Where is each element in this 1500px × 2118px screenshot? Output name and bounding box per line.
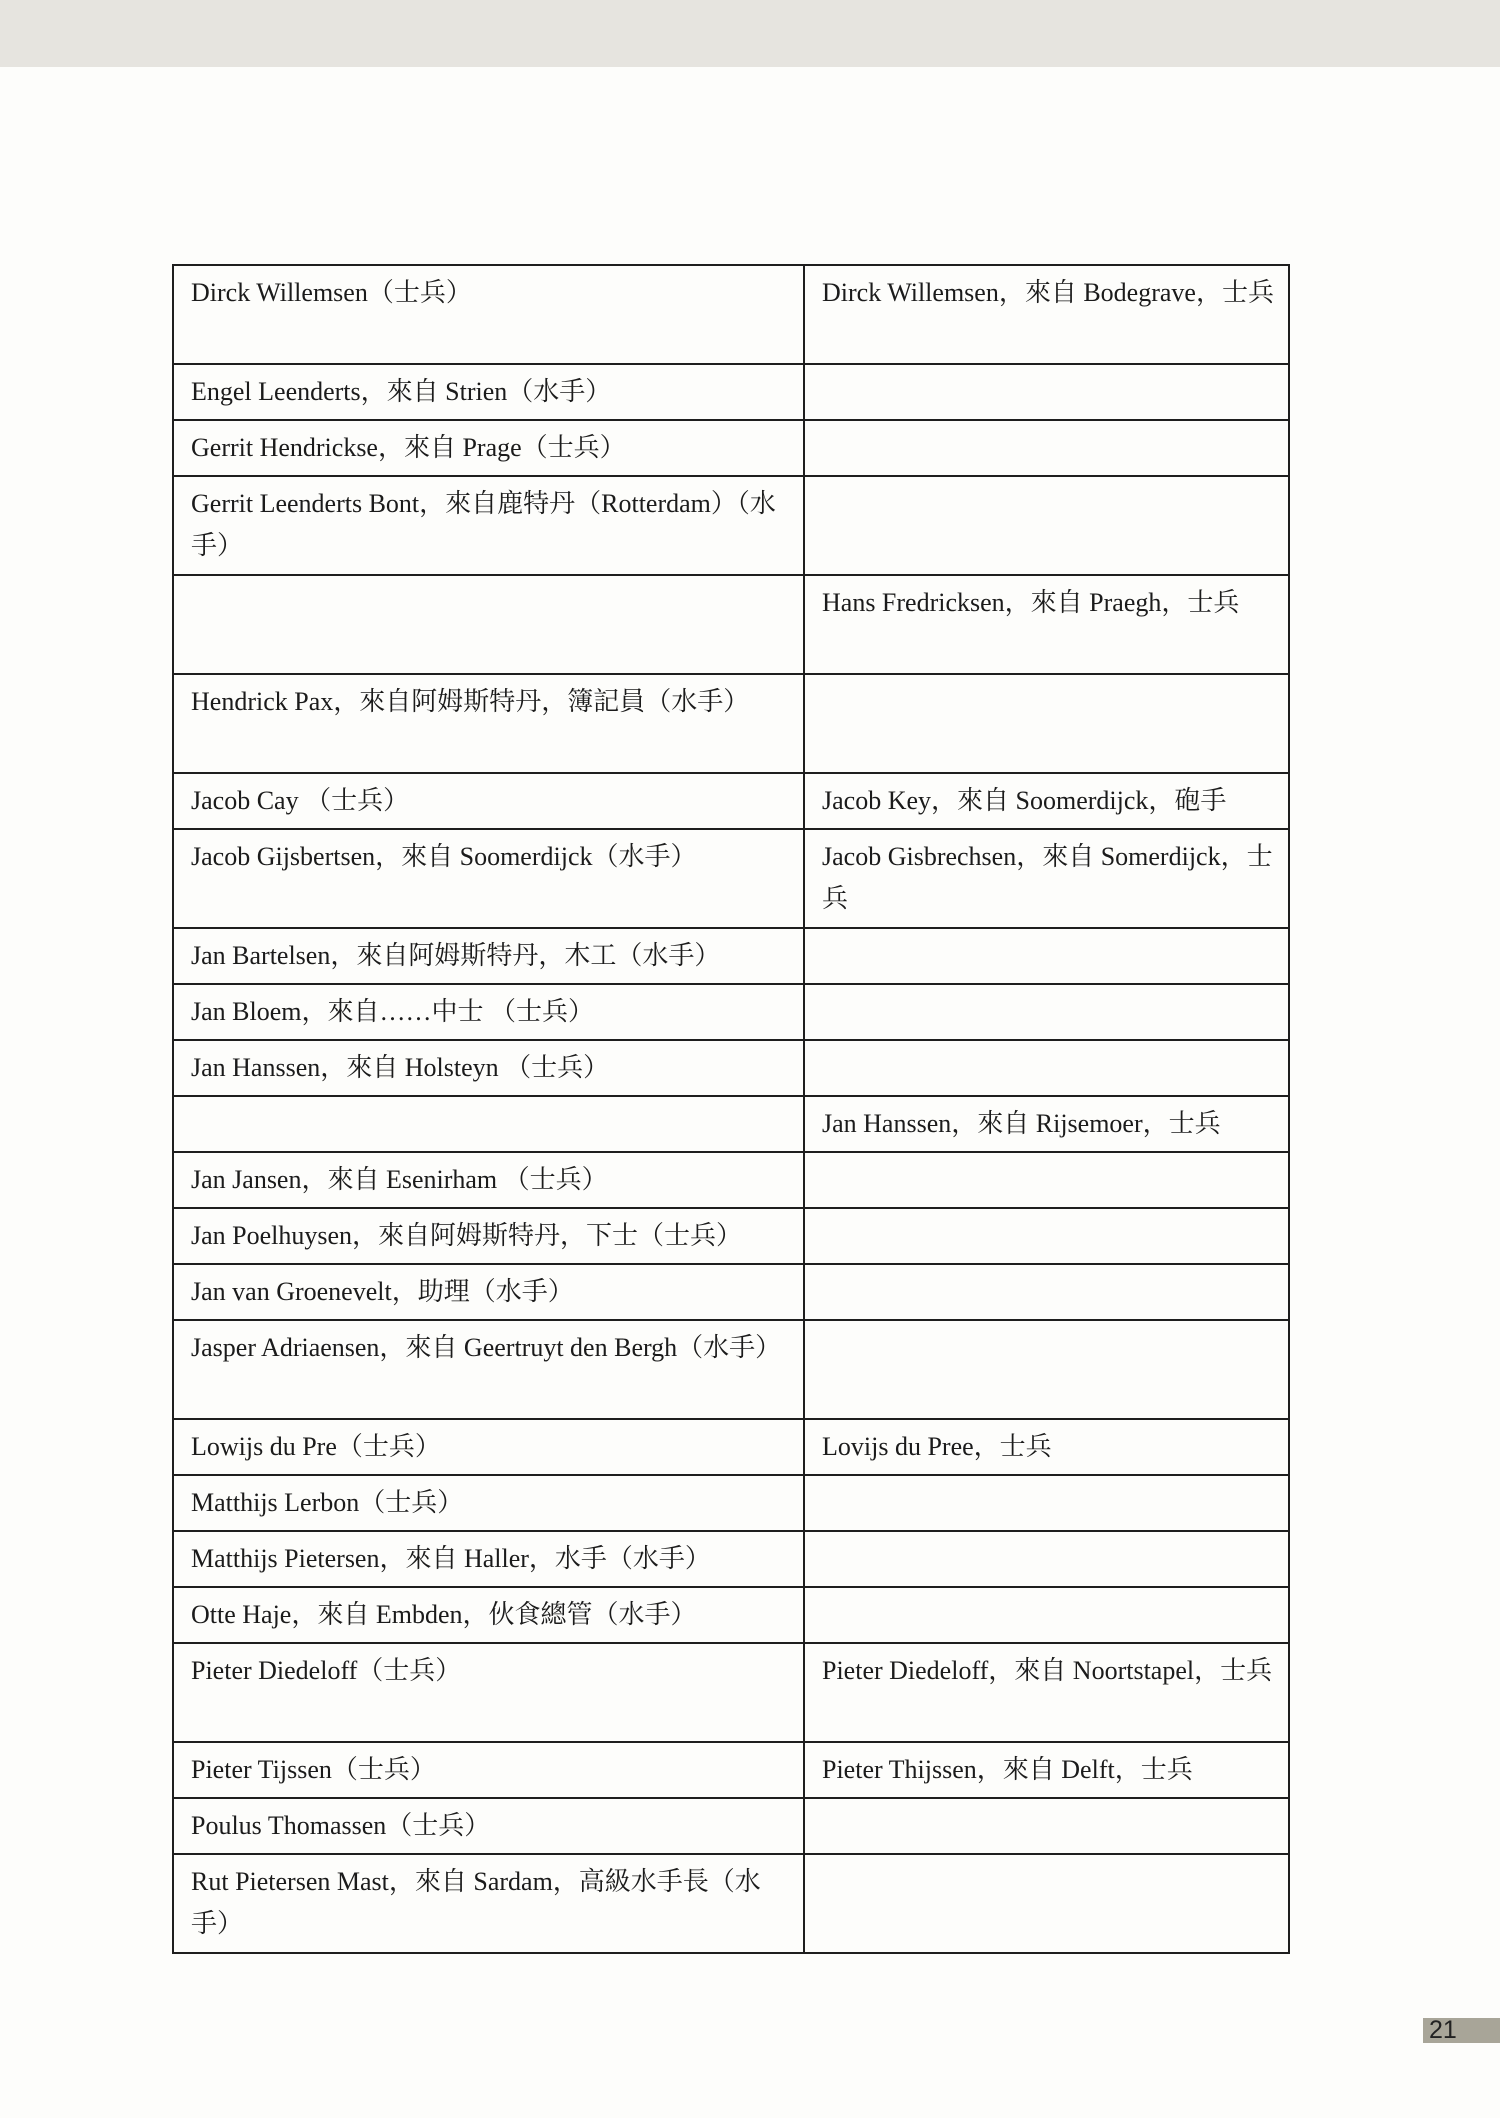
crew-comparison-table	[172, 264, 1290, 1954]
cell-right-record	[804, 364, 1289, 420]
table-row	[173, 1742, 1289, 1798]
cell-right-record	[804, 1531, 1289, 1587]
cell-right-record: Hans Fredricksen，來自 Praegh，士兵	[804, 575, 1289, 674]
cell-right-record: Lovijs du Pree，士兵	[804, 1419, 1289, 1475]
cell-left-record: Hendrick Pax，來自阿姆斯特丹，簿記員（水手）	[173, 674, 804, 773]
cell-left-record: Gerrit Hendrickse，來自 Prage（士兵）	[173, 420, 804, 476]
cell-right-record	[804, 1587, 1289, 1643]
table-row	[173, 1419, 1289, 1475]
cell-left-record: Jacob Cay （士兵）	[173, 773, 804, 829]
cell-left-record: Rut Pietersen Mast，來自 Sardam，高級水手長（水手）	[173, 1854, 804, 1953]
cell-left-record: Jan van Groenevelt，助理（水手）	[173, 1264, 804, 1320]
cell-right-record	[804, 674, 1289, 773]
table-row	[173, 1643, 1289, 1742]
cell-right-record: Dirck Willemsen，來自 Bodegrave，士兵	[804, 265, 1289, 364]
cell-left-record: Matthijs Pietersen，來自 Haller，水手（水手）	[173, 1531, 804, 1587]
table-row	[173, 1264, 1289, 1320]
cell-right-record	[804, 420, 1289, 476]
cell-right-record: Pieter Diedeloff，來自 Noortstapel，士兵	[804, 1643, 1289, 1742]
cell-left-record	[173, 575, 804, 674]
cell-right-record: Pieter Thijssen，來自 Delft，士兵	[804, 1742, 1289, 1798]
table-row	[173, 1587, 1289, 1643]
cell-left-record: Dirck Willemsen（士兵）	[173, 265, 804, 364]
cell-left-record: Otte Haje，來自 Embden，伙食總管（水手）	[173, 1587, 804, 1643]
table-row	[173, 829, 1289, 928]
cell-left-record: Jan Bartelsen，來自阿姆斯特丹，木工（水手）	[173, 928, 804, 984]
table-row	[173, 1320, 1289, 1419]
table-row	[173, 420, 1289, 476]
table-row	[173, 984, 1289, 1040]
cell-left-record: Jan Jansen，來自 Esenirham （士兵）	[173, 1152, 804, 1208]
table-row	[173, 928, 1289, 984]
cell-left-record: Jan Poelhuysen，來自阿姆斯特丹，下士（士兵）	[173, 1208, 804, 1264]
cell-left-record: Jan Hanssen，來自 Holsteyn （士兵）	[173, 1040, 804, 1096]
cell-left-record: Gerrit Leenderts Bont，來自鹿特丹（Rotterdam）（水手）	[173, 476, 804, 575]
cell-right-record	[804, 1152, 1289, 1208]
cell-right-record	[804, 1798, 1289, 1854]
table-row	[173, 1040, 1289, 1096]
cell-right-record	[804, 476, 1289, 575]
cell-right-record	[804, 1320, 1289, 1419]
table-body	[173, 265, 1289, 1953]
cell-right-record: Jacob Gisbrechsen，來自 Somerdijck，士兵	[804, 829, 1289, 928]
cell-right-record	[804, 1854, 1289, 1953]
cell-right-record	[804, 1208, 1289, 1264]
page-number: 21	[1423, 2018, 1500, 2043]
top-margin-band	[0, 0, 1500, 67]
cell-right-record: Jan Hanssen，來自 Rijsemoer，士兵	[804, 1096, 1289, 1152]
cell-left-record: Engel Leenderts，來自 Strien（水手）	[173, 364, 804, 420]
table-row	[173, 364, 1289, 420]
cell-left-record: Jacob Gijsbertsen，來自 Soomerdijck（水手）	[173, 829, 804, 928]
cell-left-record: Pieter Diedeloff（士兵）	[173, 1643, 804, 1742]
cell-left-record: Jasper Adriaensen，來自 Geertruyt den Bergh（水手）	[173, 1320, 804, 1419]
cell-left-record: Lowijs du Pre（士兵）	[173, 1419, 804, 1475]
cell-right-record	[804, 1040, 1289, 1096]
cell-left-record: Poulus Thomassen（士兵）	[173, 1798, 804, 1854]
table-row	[173, 1475, 1289, 1531]
table-row	[173, 674, 1289, 773]
table-row	[173, 1798, 1289, 1854]
table-row	[173, 1854, 1289, 1953]
cell-right-record	[804, 928, 1289, 984]
table-row	[173, 575, 1289, 674]
table-row	[173, 476, 1289, 575]
table-row	[173, 1208, 1289, 1264]
cell-right-record: Jacob Key，來自 Soomerdijck，砲手	[804, 773, 1289, 829]
table-row	[173, 1152, 1289, 1208]
cell-left-record: Jan Bloem，來自……中士 （士兵）	[173, 984, 804, 1040]
cell-right-record	[804, 1264, 1289, 1320]
table-row	[173, 1096, 1289, 1152]
table-row	[173, 265, 1289, 364]
cell-left-record: Matthijs Lerbon（士兵）	[173, 1475, 804, 1531]
cell-right-record	[804, 984, 1289, 1040]
table-row	[173, 1531, 1289, 1587]
cell-left-record: Pieter Tijssen（士兵）	[173, 1742, 804, 1798]
cell-right-record	[804, 1475, 1289, 1531]
cell-left-record	[173, 1096, 804, 1152]
table-row	[173, 773, 1289, 829]
